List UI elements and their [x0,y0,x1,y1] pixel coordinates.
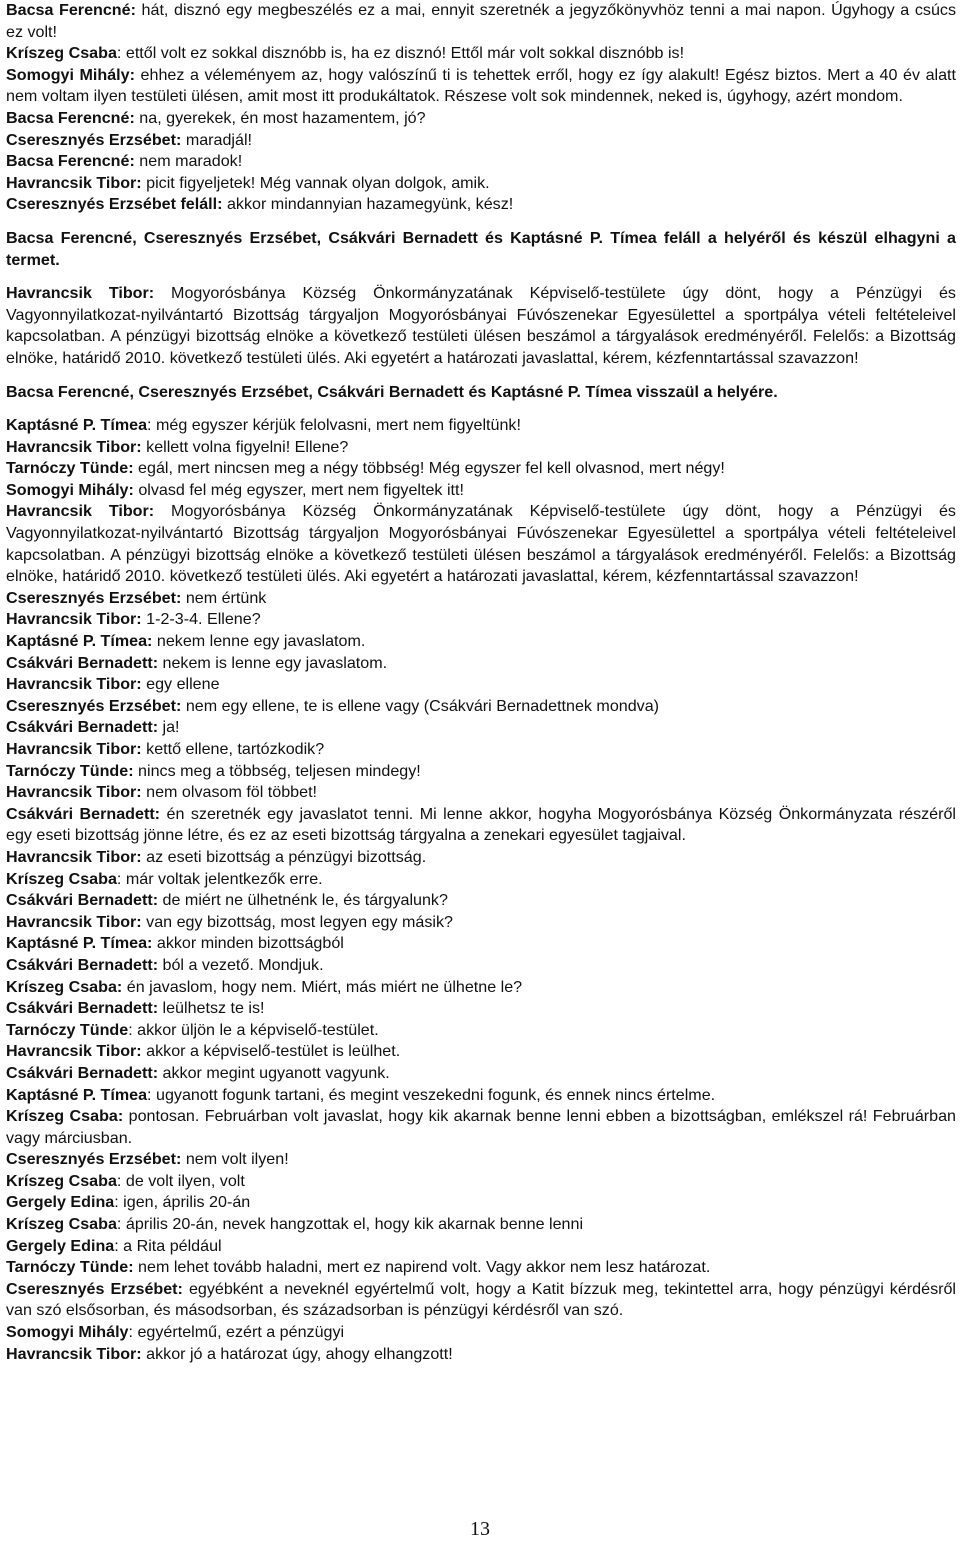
speaker-name: Bacsa Ferencné: [6,1,136,19]
speech-paragraph [6,1063,956,1085]
speech-text: olvasd fel még egyszer, mert nem figyeltek itt! [133,480,464,499]
speech-text: : ettől volt ez sokkal disznóbb is, ha ez disznó! Ettől már volt sokkal disznóbb is! [116,44,685,63]
speaker-name: Csákvári Bernadett: [6,718,159,737]
speech-text: nem lehet tovább haladni, mert ez napirend volt. Vagy akkor nem lesz határozat. [133,1258,711,1277]
speech-text: nem olvasom föl többet! [141,783,318,802]
speech-text: Mogyorósbánya Község Önkormányzatának Képviselő-testülete úgy dönt, hogy a Pénzügyi és Vagyonnyilatkozat-nyilvántartó Bizottság tárgyaljon Mogyorósbányai Fúvószenekar Egyesülettel a sportpálya vételi feltételeivel kapcsolatban. A pénzügyi bizottság elnöke a következő testületi ülésen beszámol a tárgyalások eredményéről. Felelős: a Bizottság elnöke, határidő 2010. következő testületi ülés. Aki egyetért a határozati javaslattal, kérem, kézfenntartással szavazzon! [6,502,956,586]
speech-text: : már voltak jelentkezők erre. [116,869,323,888]
speech-text: leülhetsz te is! [158,999,265,1018]
speaker-name: Somogyi Mihály: [6,65,135,84]
speaker-name: Cseresznyés Erzsébet: [6,588,182,607]
speech-paragraph [6,1171,956,1193]
speech-text: : a Rita például [114,1236,222,1255]
speaker-name: Gergely Edina [6,1236,115,1255]
speech-paragraph [6,65,956,108]
speech-paragraph [6,1020,956,1042]
speaker-name: Havrancsik Tibor: [6,502,155,521]
speech-paragraph [6,782,956,804]
speaker-name: Tarnóczy Tünde: [6,761,134,780]
speech-paragraph [6,1322,956,1344]
speech-paragraph [6,674,956,696]
speech-paragraph [6,1257,956,1279]
speaker-name: Kríszeg Csaba [6,1215,117,1234]
speech-paragraph [6,696,956,718]
speech-text: : ugyanott fogunk tartani, és megint veszekedni fogunk, és ennek nincs értelme. [147,1085,716,1104]
speech-paragraph [6,588,956,610]
speech-text: akkor a képviselő-testület is leülhet. [141,1042,401,1061]
speech-text: az eseti bizottság a pénzügyi bizottság. [141,847,427,866]
speech-text: : akkor üljön le a képviselő-testület. [128,1020,379,1039]
speech-paragraph [6,1214,956,1236]
speech-paragraph [6,1279,956,1322]
speech-paragraph [6,717,956,739]
speaker-name: Csákvári Bernadett: [6,955,159,974]
speaker-name: Cseresznyés Erzsébet: [6,1279,183,1298]
speech-text: nem értünk [181,588,267,607]
speech-paragraph [6,631,956,653]
speaker-name: Havrancsik Tibor: [6,1042,142,1061]
speaker-name: Csákvári Bernadett: [6,804,161,823]
speech-text: ból a vezető. Mondjuk. [158,955,324,974]
speech-paragraph [6,977,956,999]
speaker-name: Havrancsik Tibor: [6,610,142,629]
speech-paragraph [6,1344,956,1366]
speaker-name: Bacsa Ferencné: [6,152,135,171]
speech-paragraph [6,480,956,502]
speaker-name: Cseresznyés Erzsébet: [6,130,182,149]
speech-text: egál, mert nincsen meg a négy többség! Még egyszer fel kell olvasnod, mert négy! [133,459,725,478]
speech-text: hát, disznó egy megbeszélés ez a mai, ennyit szeretnék a jegyzőkönyvhöz tenni a mai napon. Úgyhogy a csúcs ez volt! [6,1,956,41]
speech-paragraph [6,739,956,761]
speech-paragraph [6,415,956,437]
speech-text: : április 20-án, nevek hangzottak el, hogy kik akarnak benne lenni [116,1215,584,1234]
speech-text: nekem is lenne egy javaslatom. [158,653,388,672]
speaker-name: Havrancsik Tibor: [6,675,142,694]
speaker-name: Tarnóczy Tünde [6,1020,129,1039]
speech-text: én javaslom, hogy nem. Miért, más miért ne ülhetne le? [122,977,523,996]
speaker-name: Havrancsik Tibor: [6,847,142,866]
speech-paragraph [6,1149,956,1171]
speech-text: na, gyerekek, én most hazamentem, jó? [134,108,426,127]
speech-paragraph [6,847,956,869]
speech-paragraph [6,653,956,675]
speech-paragraph [6,173,956,195]
speech-text: nem maradok! [134,152,243,171]
speech-paragraph [6,130,956,152]
speech-paragraph [6,437,956,459]
speaker-name: Kríszeg Csaba [6,869,117,888]
speaker-name: Kaptásné P. Tímea [6,1085,148,1104]
speech-text: akkor mindannyian hazamegyünk, kész! [222,195,514,214]
page-number: 13 [470,1518,490,1540]
stage-direction [6,228,956,271]
speech-text: kettő ellene, tartózkodik? [141,740,325,758]
stage-direction [6,382,956,404]
speech-paragraph [6,1106,956,1149]
stage-direction-text: Bacsa Ferencné, Cseresznyés Erzsébet, Csákvári Bernadett és Kaptásné P. Tímea feláll a helyéről és készül elhagyni a termet. [6,228,956,269]
stage-direction-text: Bacsa Ferencné, Cseresznyés Erzsébet, Csákvári Bernadett és Kaptásné P. Tímea visszaül a helyére. [6,382,778,401]
speaker-name: Havrancsik Tibor: [6,1344,142,1363]
speaker-name: Kríszeg Csaba [6,1171,117,1190]
speech-paragraph [6,869,956,891]
speaker-name: Cseresznyés Erzsébet: [6,696,182,715]
speech-text: nem egy ellene, te is ellene vagy (Csákvári Bernadettnek mondva) [181,696,660,715]
speech-paragraph [6,761,956,783]
speech-text: akkor megint ugyanott vagyunk. [158,1063,390,1082]
speech-paragraph [6,43,956,65]
speech-paragraph [6,933,956,955]
speaker-name: Kríszeg Csaba: [6,977,123,996]
speech-text: de miért ne ülhetnénk le, és tárgyalunk? [158,891,448,910]
speech-paragraph [6,458,956,480]
speech-text: nem volt ilyen! [181,1150,289,1169]
speech-text: 1-2-3-4. Ellene? [141,610,261,629]
speech-text: maradjál! [181,130,253,149]
speaker-name: Somogyi Mihály: [6,480,134,499]
speech-text: van egy bizottság, most legyen egy másik? [141,912,453,931]
speaker-name: Gergely Edina [6,1193,115,1212]
speech-paragraph [6,194,956,216]
speech-text: picit figyeljetek! Még vannak olyan dolgok, amik. [141,173,490,192]
speech-paragraph [6,1192,956,1214]
speaker-name: Kaptásné P. Tímea [6,416,148,435]
speaker-name: Havrancsik Tibor: [6,173,142,192]
speech-text: kellett volna figyelni! Ellene? [141,437,349,456]
speaker-name: Csákvári Bernadett: [6,891,159,910]
speaker-name: Tarnóczy Tünde: [6,1258,134,1277]
speech-text: akkor minden bizottságból [152,934,344,953]
speaker-name: Tarnóczy Tünde: [6,459,134,478]
speaker-name: Kríszeg Csaba [6,44,117,63]
speaker-name: Cseresznyés Erzsébet: [6,1150,182,1169]
speech-paragraph [6,0,956,43]
speech-paragraph [6,890,956,912]
speech-paragraph [6,1085,956,1107]
speaker-name: Havrancsik Tibor: [6,783,142,802]
speech-text: nekem lenne egy javaslatom. [152,632,366,651]
speaker-name: Csákvári Bernadett: [6,999,159,1018]
speech-text: Mogyorósbánya Község Önkormányzatának Képviselő-testülete úgy dönt, hogy a Pénzügyi és Vagyonnyilatkozat-nyilvántartó Bizottság tárgyaljon Mogyorósbányai Fúvószenekar Egyesülettel a sportpálya vételi feltételeivel kapcsolatban. A pénzügyi bizottság elnöke a következő testületi ülésen beszámol a tárgyalások eredményéről. Felelős: a Bizottság elnöke, határidő 2010. következő testületi ülés. Aki egyetért a határozati javaslattal, kérem, kézfenntartással szavazzon! [6,284,956,367]
speech-paragraph [6,998,956,1020]
speaker-name: Havrancsik Tibor: [6,740,142,758]
speaker-name: Csákvári Bernadett: [6,653,159,672]
speech-paragraph [6,912,956,934]
speech-text: én szeretnék egy javaslatot tenni. Mi lenne akkor, hogyha Mogyorósbánya Község Önkormányzata részéről egy eseti bizottság jönne létre, és ez az eseti bizottság tárgyalna a zenekari egyesület tagjaival. [6,804,956,845]
speech-text: nincs meg a többség, teljesen mindegy! [133,761,421,780]
speaker-name: Kaptásné P. Tímea: [6,632,153,651]
speaker-name: Cseresznyés Erzsébet feláll: [6,195,223,214]
speech-text: ehhez a véleményem az, hogy valószínű ti is tehettek erről, hogy ez így alakult! Egész biztos. Mert a 40 év alatt nem voltam ilyen testületi ülésen, amit most itt produkáltatok. Részese volt sok mindennek, neked is, úgyhogy, azért mondom. [6,65,956,106]
speaker-name: Somogyi Mihály [6,1323,129,1342]
speaker-name: Havrancsik Tibor: [6,284,155,303]
speaker-name: Kaptásné P. Tímea: [6,934,153,953]
speech-paragraph [6,955,956,977]
speech-text: : de volt ilyen, volt [116,1171,245,1190]
speech-text: egy ellene [141,675,220,694]
speaker-name: Kríszeg Csaba: [6,1107,124,1126]
speaker-name: Havrancsik Tibor: [6,437,142,456]
speech-text: : egyértelmű, ezért a pénzügyi [128,1323,345,1342]
speech-text: : még egyszer kérjük felolvasni, mert nem figyeltünk! [147,416,521,435]
speaker-name: Bacsa Ferencné: [6,108,135,127]
transcript-body [6,0,956,1365]
speaker-name: Csákvári Bernadett: [6,1063,159,1082]
speaker-name: Havrancsik Tibor: [6,912,142,931]
speech-paragraph [6,283,956,369]
speech-paragraph [6,1041,956,1063]
speech-text: ja! [158,718,180,737]
speech-text: pontosan. Februárban volt javaslat, hogy kik akarnak benne lenni ebben a bizottságban, emlékszel rá! Februárban vagy márciusban. [6,1107,956,1147]
speech-paragraph [6,1236,956,1258]
speech-text: akkor jó a határozat úgy, ahogy elhangzott! [141,1344,453,1363]
speech-paragraph [6,151,956,173]
speech-paragraph [6,108,956,130]
speech-paragraph [6,804,956,847]
speech-text: : igen, április 20-án [114,1193,251,1212]
speech-paragraph [6,501,956,587]
speech-text: egyébként a neveknél egyértelmű volt, hogy a Katit bízzuk meg, tekintettel arra, hogy pénzügyi kérdésről van szó elsősorban, és másodsorban, és századsorban is pénzügyi kérdésről van szó. [6,1279,957,1320]
speech-paragraph [6,609,956,631]
